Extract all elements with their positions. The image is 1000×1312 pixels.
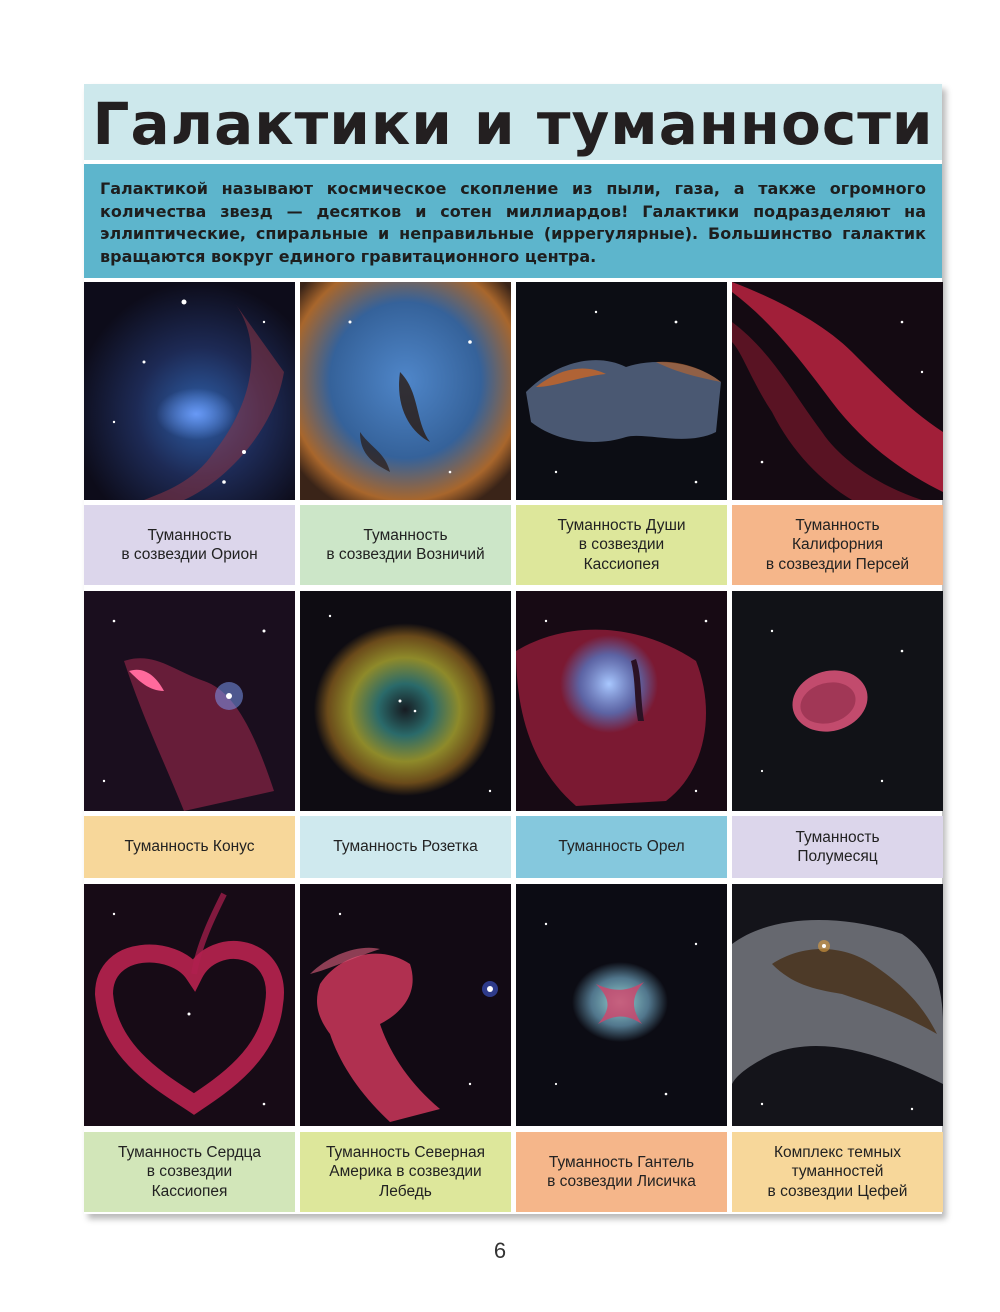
caption-dumbbell: Туманность Гантель в созвездии Лисичка	[516, 1132, 727, 1212]
heart-nebula-photo	[84, 884, 295, 1126]
soul-nebula-photo	[516, 282, 727, 500]
orion-nebula-photo	[84, 282, 295, 500]
caption-heart: Туманность Сердца в созвездии Кассиопея	[84, 1132, 295, 1212]
caption-soul: Туманность Души в созвездии Кассиопея	[516, 505, 727, 585]
intro-box	[84, 164, 942, 278]
content-panel	[84, 84, 942, 1214]
auriga-nebula-photo	[300, 282, 511, 500]
caption-california: Туманность Калифорния в созвездии Персей	[732, 505, 943, 585]
california-nebula-photo	[732, 282, 943, 500]
caption-rosette: Туманность Розетка	[300, 816, 511, 878]
dark-nebula-complex-photo	[732, 884, 943, 1126]
dumbbell-nebula-photo	[516, 884, 727, 1126]
rosette-nebula-photo	[300, 591, 511, 811]
eagle-nebula-photo	[516, 591, 727, 811]
caption-crescent: Туманность Полумесяц	[732, 816, 943, 878]
cone-nebula-photo	[84, 591, 295, 811]
crescent-nebula-photo	[732, 591, 943, 811]
caption-eagle: Туманность Орел	[516, 816, 727, 878]
title-bar	[84, 84, 942, 160]
caption-orion: Туманность в созвездии Орион	[84, 505, 295, 585]
page-title: Галактики и туманности	[92, 90, 934, 158]
page-number: 6	[493, 1238, 507, 1263]
north-america-nebula-photo	[300, 884, 511, 1126]
caption-north-america: Туманность Северная Америка в созвездии Лебедь	[300, 1132, 511, 1212]
caption-cone: Туманность Конус	[84, 816, 295, 878]
intro-text: Галактикой называют космическое скопление из пыли, газа, а также огромного количества звезд — десятков и сотен миллиардов! Галактики подразделяют на эллиптические, спиральные и неправильные (иррегулярные). Большинство галактик вращаются вокруг единого гравитационного центра.	[100, 179, 926, 266]
caption-dark-nebula-complex: Комплекс темных туманностей в созвездии Цефей	[732, 1132, 943, 1212]
caption-auriga: Туманность в созвездии Возничий	[300, 505, 511, 585]
